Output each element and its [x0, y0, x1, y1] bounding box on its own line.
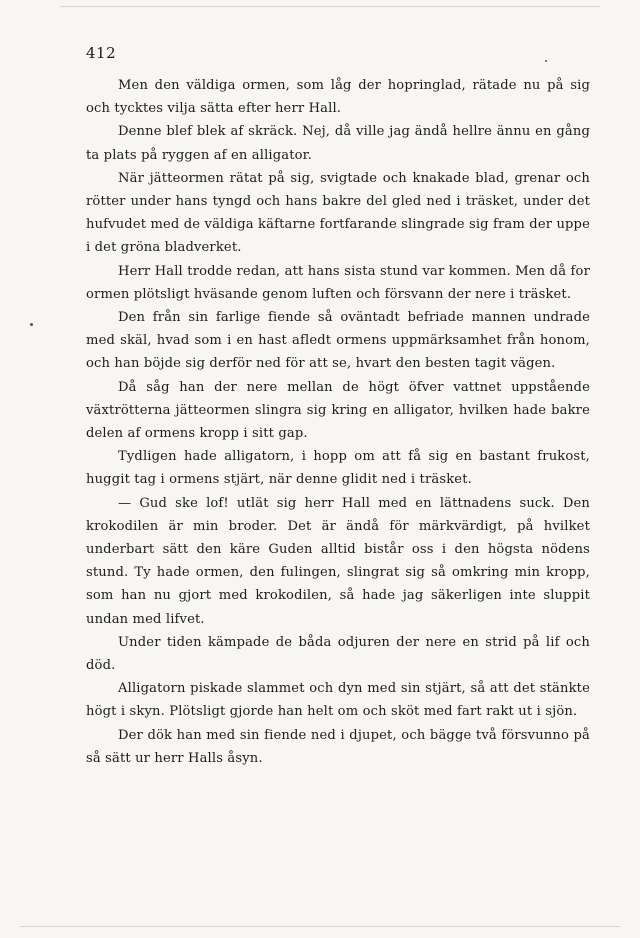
- paragraph-1: Men den väldiga ormen, som låg der hopringlad, rätade nu på sig och tycktes vilja sätta efter herr Hall.: [86, 78, 590, 117]
- body-text: [86, 74, 590, 770]
- page-number: 412: [86, 44, 117, 62]
- scan-edge-bottom: [20, 926, 620, 927]
- paragraph-6: Då såg han der nere mellan de högt öfver vattnet uppstående växtrötterna jätteormen slingra sig kring en alligator, hvilken hade bakre delen af ormens kropp i sitt gap.: [86, 379, 590, 442]
- paragraph-5: Den från sin farlige fiende så oväntadt befriade mannen undrade med skäl, hvad som i en hast afledt ormens uppmärksamhet från honom, och han böjde sig derför ned för att se, hvart den besten tagit vägen.: [86, 310, 590, 372]
- paragraph-9: Under tiden kämpade de båda odjuren der nere en strid på lif och död.: [86, 634, 590, 674]
- paragraph-7: Tydligen hade alligatorn, i hopp om att få sig en bastant frukost, huggit tag i ormens stjärt, när denne glidit ned i träsket.: [86, 449, 590, 488]
- paragraph-10: Alligatorn piskade slammet och dyn med sin stjärt, så att det stänkte högt i skyn. Plötsligt gjorde han helt om och sköt med fart rakt ut i sjön.: [86, 681, 590, 720]
- paragraph-4: Herr Hall trodde redan, att hans sista stund var kommen. Men då for ormen plötsligt hväsande genom luften och försvann der nere i träsket.: [86, 263, 590, 302]
- paragraph-8: — Gud ske lof! utlät sig herr Hall med en lättnadens suck. Den krokodilen är min broder. Det är ändå för märkvärdigt, på hvilket underbart sätt den käre Guden alltid bistår oss i den högsta nödens stund. Ty hade ormen, den fulingen, slingrat sig så omkring min kropp, som han nu gjort med krokodilen, så hade jag säkerligen inte sluppit undan med lifvet.: [86, 495, 590, 627]
- margin-speck: [545, 60, 547, 62]
- margin-speck: [30, 323, 33, 326]
- paragraph-11: Der dök han med sin fiende ned i djupet, och bägge två försvunno på så sätt ur herr Halls åsyn.: [86, 727, 590, 766]
- paragraph-3: När jätteormen rätat på sig, svigtade och knakade blad, grenar och rötter under hans tyngd och hans bakre del gled ned i träsket, under det hufvudet med de väldiga käftarne fortfarande slingrade sig fram der uppe i det gröna bladverket.: [86, 170, 590, 256]
- scan-edge-top: [60, 6, 600, 7]
- paragraph-2: Denne blef blek af skräck. Nej, då ville jag ändå hellre ännu en gång ta plats på ryggen af en alligator.: [86, 124, 590, 163]
